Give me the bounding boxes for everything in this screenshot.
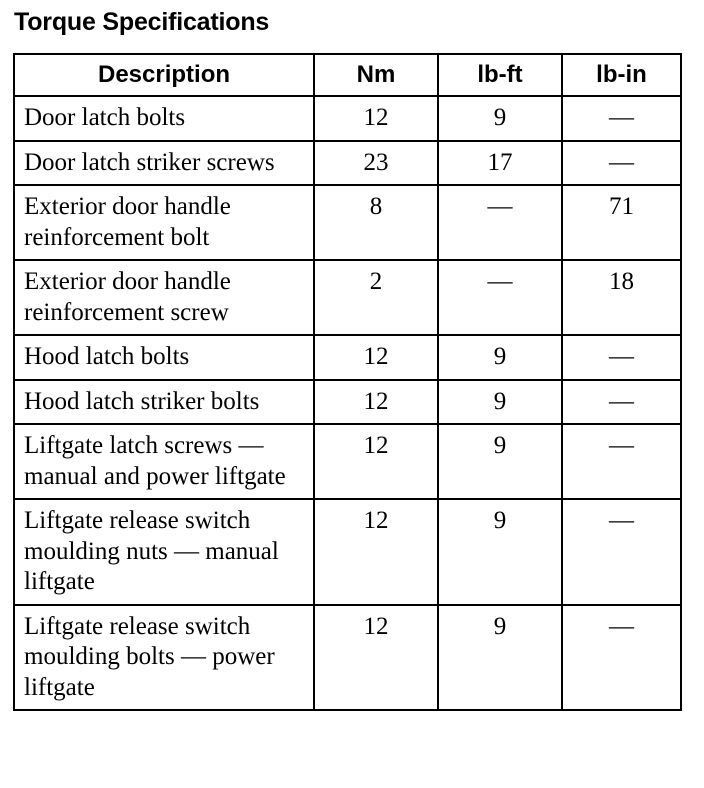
cell-lb-in: 18 [562, 260, 681, 335]
cell-description: Hood latch striker bolts [14, 380, 314, 425]
table-row [14, 605, 681, 711]
cell-description: Liftgate release switch moulding nuts — manual liftgate [14, 499, 314, 605]
cell-lb-ft: 9 [438, 605, 562, 711]
table-row [14, 424, 681, 499]
cell-lb-in: — [562, 96, 681, 141]
cell-description: Exterior door handle reinforcement bolt [14, 185, 314, 260]
table-row [14, 499, 681, 605]
table-header-row [14, 54, 681, 96]
cell-lb-in: — [562, 424, 681, 499]
cell-nm: 12 [314, 424, 438, 499]
cell-description: Exterior door handle reinforcement screw [14, 260, 314, 335]
cell-nm: 12 [314, 499, 438, 605]
column-header-lb-ft: lb-ft [438, 54, 562, 96]
cell-lb-ft: 9 [438, 335, 562, 380]
table-row [14, 380, 681, 425]
cell-nm: 12 [314, 96, 438, 141]
cell-nm: 12 [314, 605, 438, 711]
cell-lb-ft: 9 [438, 380, 562, 425]
table-row [14, 260, 681, 335]
column-header-lb-in: lb-in [562, 54, 681, 96]
cell-lb-in: — [562, 141, 681, 186]
table-row [14, 185, 681, 260]
cell-lb-in: — [562, 380, 681, 425]
cell-lb-in: 71 [562, 185, 681, 260]
table-row [14, 141, 681, 186]
cell-lb-ft: — [438, 260, 562, 335]
page-title: Torque Specifications [14, 8, 270, 36]
cell-nm: 2 [314, 260, 438, 335]
cell-description: Door latch striker screws [14, 141, 314, 186]
cell-description: Liftgate release switch moulding bolts — power liftgate [14, 605, 314, 711]
column-header-nm: Nm [314, 54, 438, 96]
cell-nm: 12 [314, 335, 438, 380]
torque-spec-table [13, 53, 682, 711]
cell-lb-ft: 9 [438, 424, 562, 499]
cell-description: Hood latch bolts [14, 335, 314, 380]
cell-lb-ft: 9 [438, 499, 562, 605]
table-row [14, 335, 681, 380]
cell-lb-in: — [562, 605, 681, 711]
cell-lb-ft: 9 [438, 96, 562, 141]
cell-nm: 23 [314, 141, 438, 186]
cell-nm: 12 [314, 380, 438, 425]
cell-description: Liftgate latch screws — manual and power liftgate [14, 424, 314, 499]
table-row [14, 96, 681, 141]
cell-description: Door latch bolts [14, 96, 314, 141]
cell-lb-in: — [562, 499, 681, 605]
column-header-description: Description [14, 54, 314, 96]
cell-lb-ft: 17 [438, 141, 562, 186]
cell-nm: 8 [314, 185, 438, 260]
cell-lb-ft: — [438, 185, 562, 260]
cell-lb-in: — [562, 335, 681, 380]
